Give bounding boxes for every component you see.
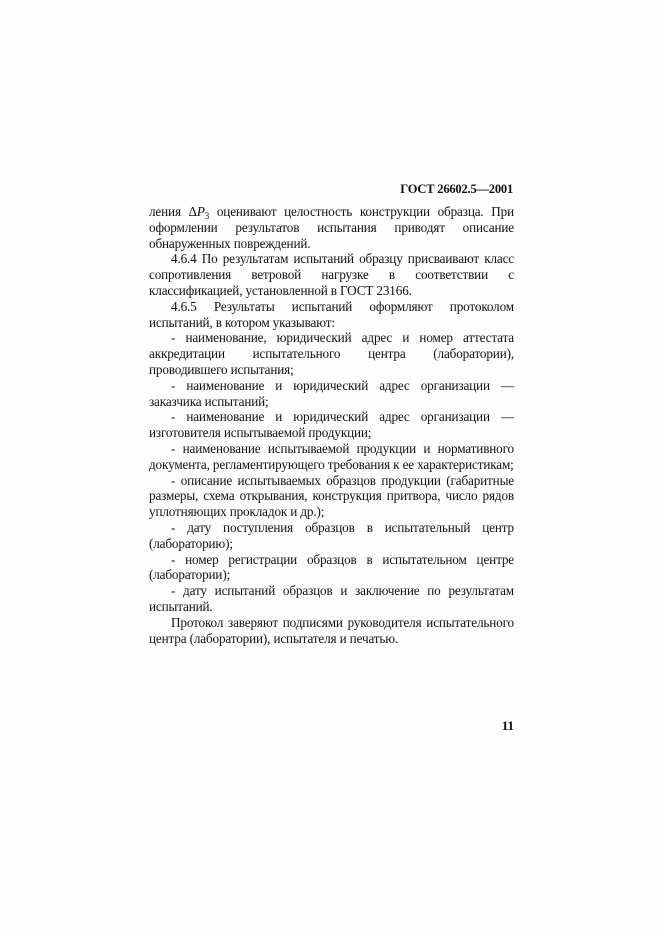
list-item: - наименование и юридический адрес организации — заказчика испытаний; bbox=[149, 377, 514, 409]
p1-variable: P bbox=[196, 204, 205, 219]
p1-subscript: 3 bbox=[204, 211, 210, 221]
list-item: - номер регистрации образцов в испытательном центре (лаборатории); bbox=[149, 551, 514, 583]
paragraph-protocol: Протокол заверяют подписями руководителя испытательного центра (лаборатории), испытателя и печатью. bbox=[149, 614, 514, 646]
list-item: - описание испытываемых образцов продукции (габаритные размеры, схема открывания, конструкция притвора, число рядов уплотняющих прокладок и др.); bbox=[149, 472, 514, 520]
p1-rest: оценивают целостность конструкции образца. При оформлении результатов испытания приводят описание обнаруженных повреждений. bbox=[149, 204, 514, 251]
paragraph-4-6-4: 4.6.4 По результатам испытаний образцу присваивают класс сопротивления ветровой нагрузке в соответствии с классификацией, установленной в ГОСТ 23166. bbox=[149, 251, 514, 298]
list-item: - наименование испытываемой продукции и нормативного документа, регламентирующего требования к ее характеристикам; bbox=[149, 440, 514, 472]
list-item: - наименование, юридический адрес и номер аттестата аккредитации испытательного центра (лаборатории), проводившего испытания; bbox=[149, 330, 514, 377]
document-body bbox=[149, 204, 514, 646]
list-item: - наименование и юридический адрес организации — изготовителя испытываемой продукции; bbox=[149, 409, 514, 441]
p1-prefix: ления Δ bbox=[149, 204, 197, 219]
list-item: - дату испытаний образцов и заключение по результатам испытаний. bbox=[149, 583, 514, 614]
list-item: - дату поступления образцов в испытательный центр (лабораторию); bbox=[149, 519, 514, 551]
page-number: 11 bbox=[501, 718, 514, 733]
paragraph-continuation bbox=[149, 204, 514, 251]
document-code: ГОСТ 26602.5—2001 bbox=[400, 182, 513, 196]
paragraph-4-6-5: 4.6.5 Результаты испытаний оформляют протоколом испытаний, в котором указывают: bbox=[149, 298, 514, 330]
